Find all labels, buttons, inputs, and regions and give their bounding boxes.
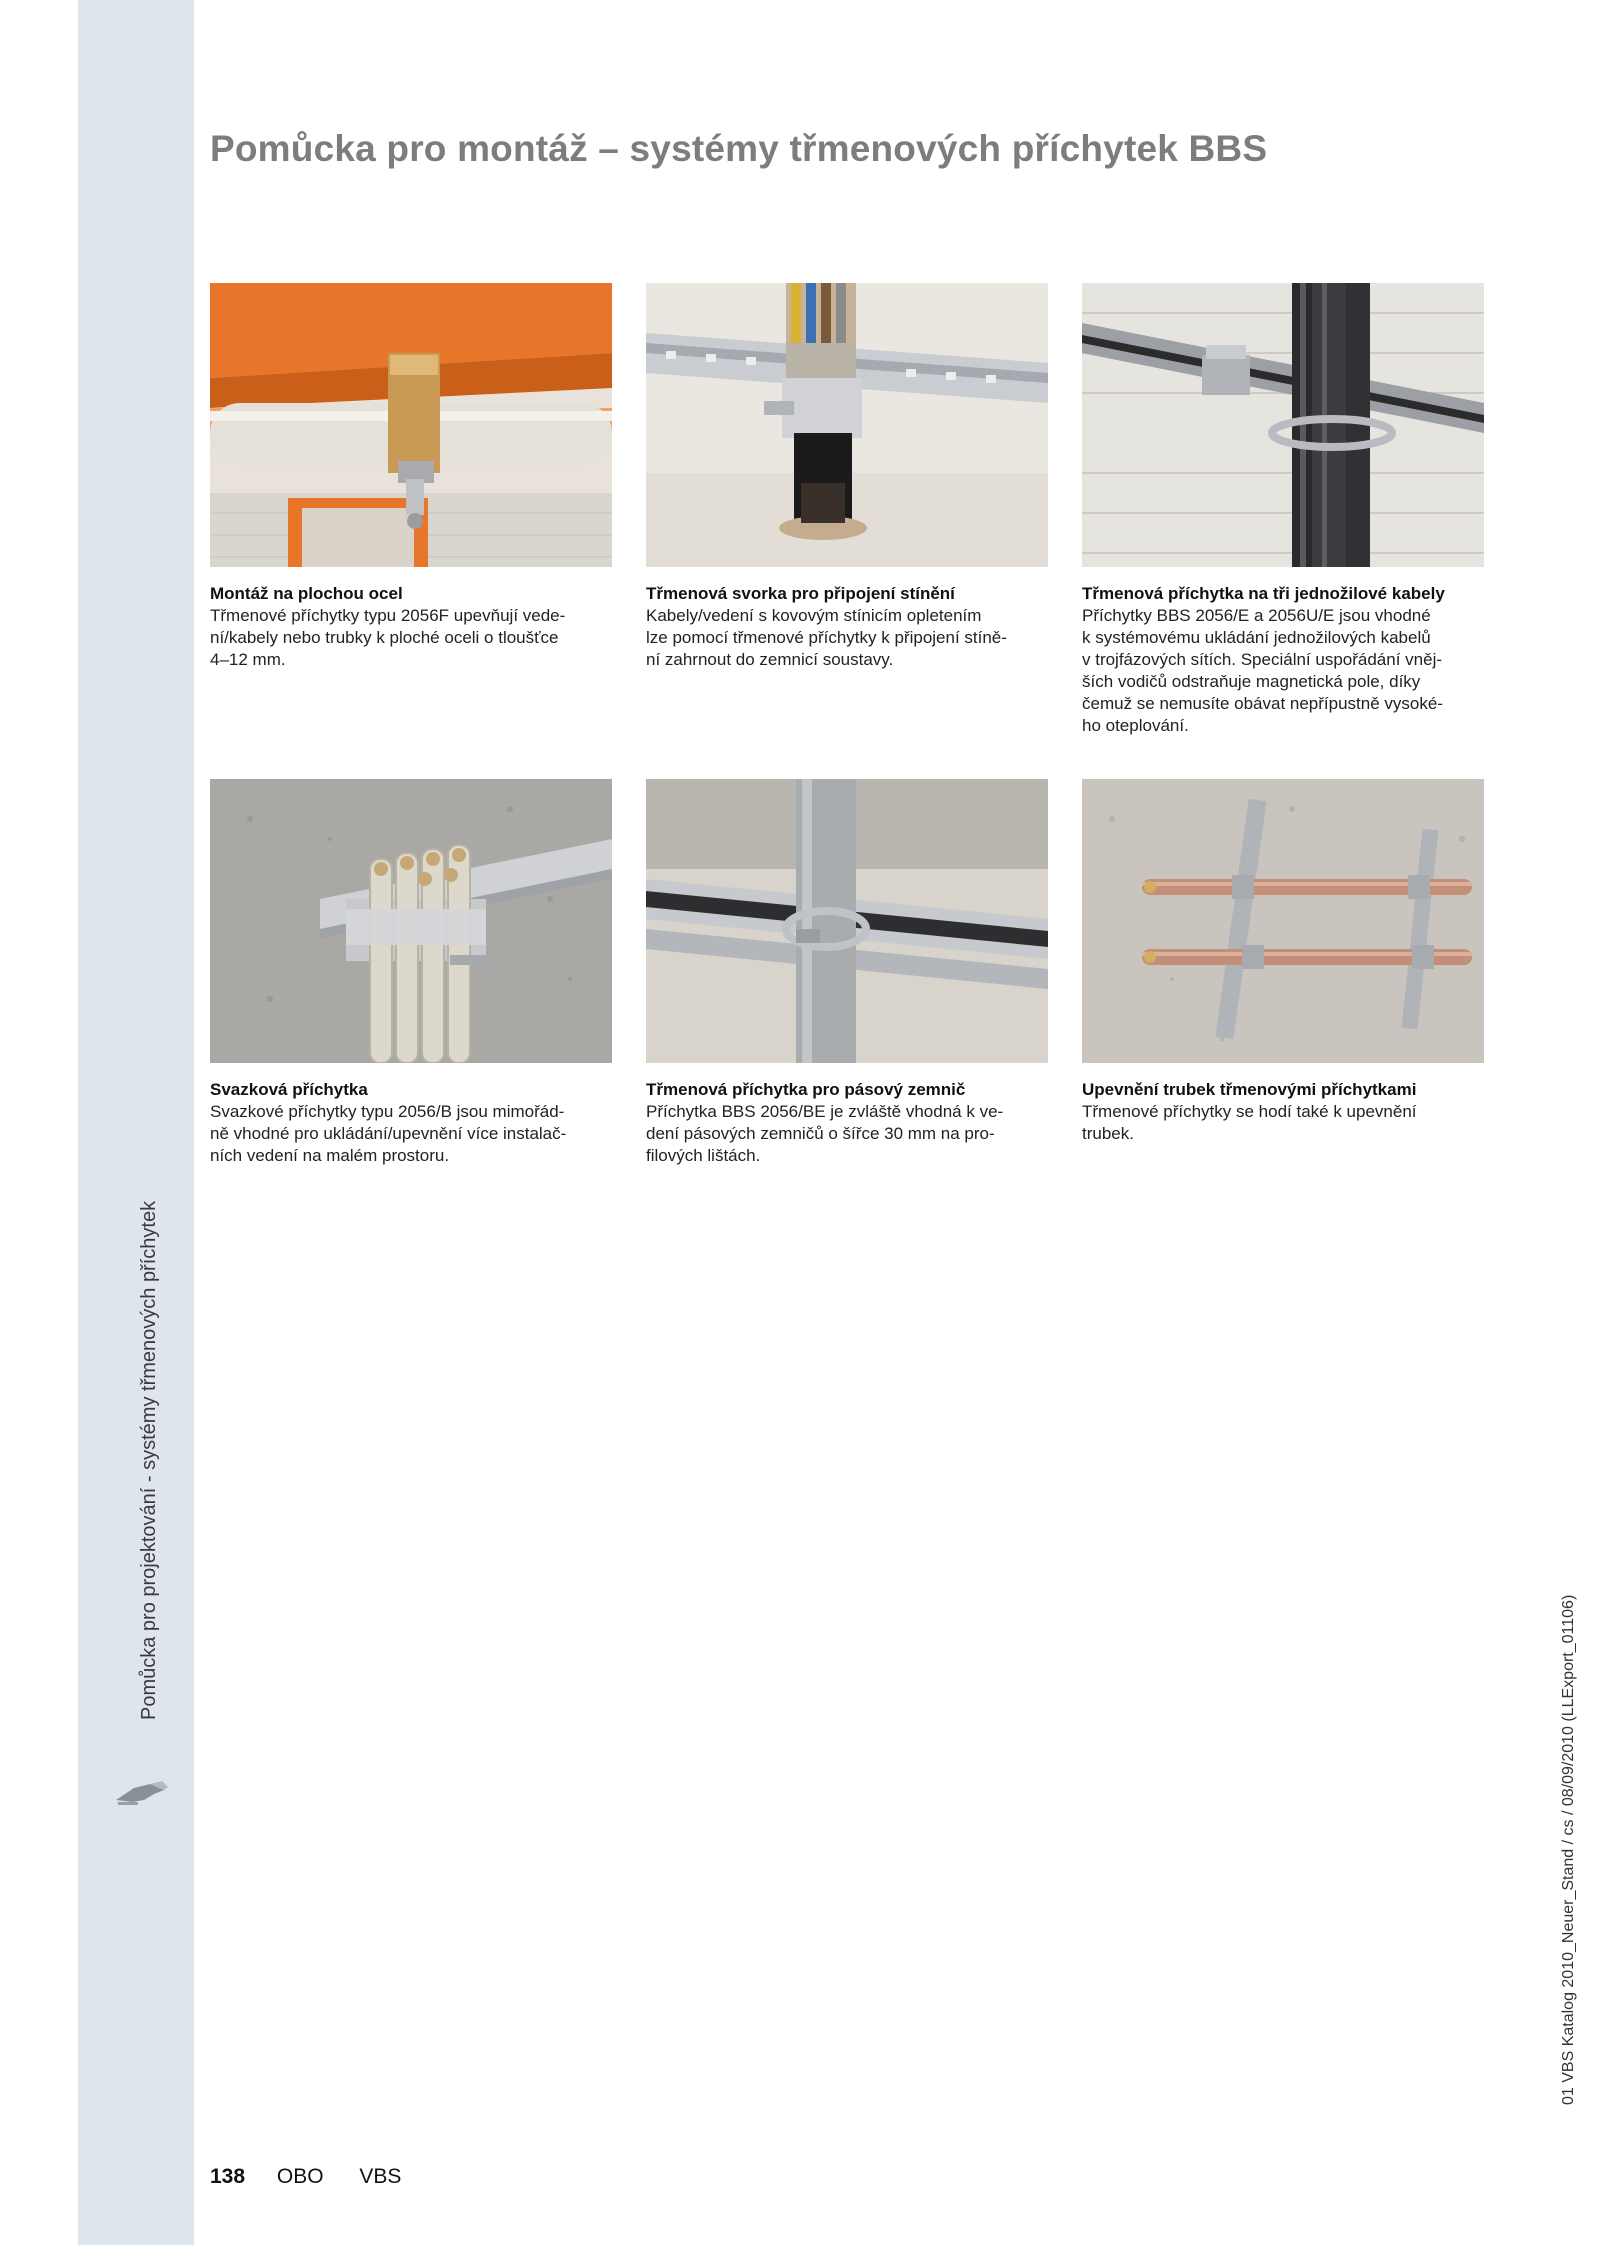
- card-title: Třmenová svorka pro připojení stínění: [646, 584, 955, 603]
- card-description: Příchytky BBS 2056/E a 2056U/E jsou vhodné k systémovému ukládání jednožilových kabelů v trojfázových sítích. Speciální uspořádání vněj- ších vodičů odstraňuje magnetická pole, díky čemuž se nemusíte obávat nepřípustně vysoké- ho oteplování.: [1082, 606, 1443, 735]
- photo-pipe-fastening: [1082, 779, 1484, 1063]
- card-flat-steel: [210, 283, 612, 671]
- page-footer: [210, 2165, 401, 2189]
- side-band: [78, 0, 194, 2245]
- photo-shield-connection: [646, 283, 1048, 567]
- card-description: Příchytka BBS 2056/BE je zvláště vhodná k ve- dení pásových zemničů o šířce 30 mm na pro- filových lištách.: [646, 1102, 1004, 1165]
- card-title: Svazková příchytka: [210, 1080, 368, 1099]
- photo-bundle-clamp: [210, 779, 612, 1063]
- card-description: Třmenové příchytky typu 2056F upevňují vede- ní/kabely nebo trubky k ploché oceli o tloušťce 4–12 mm.: [210, 606, 566, 669]
- card-title: Třmenová příchytka pro pásový zemnič: [646, 1080, 966, 1099]
- card-description: Třmenové příchytky se hodí také k upevnění trubek.: [1082, 1102, 1417, 1143]
- card-title: Třmenová příchytka na tři jednožilové kabely: [1082, 584, 1445, 603]
- footer-brand: OBO: [276, 2165, 324, 2188]
- card-pipe-fastening: [1082, 779, 1484, 1145]
- page-number: 138: [210, 2165, 246, 2188]
- page-title: Pomůcka pro montáž – systémy třmenových příchytek BBS: [210, 128, 1268, 169]
- card-title: Montáž na plochou ocel: [210, 584, 403, 603]
- card-description: Kabely/vedení s kovovým stínicím opletením lze pomocí třmenové příchytky k připojení stíně- ní zahrnout do zemnicí soustavy.: [646, 606, 1007, 669]
- card-shield-clamp: [646, 283, 1048, 671]
- side-section-label: Pomůcka pro projektování - systémy třmenových příchytek: [138, 1200, 160, 1720]
- card-description: Svazkové příchytky typu 2056/B jsou mimořád- ně vhodné pro ukládání/upevnění více instalač- ních vedení na malém prostoru.: [210, 1102, 567, 1165]
- card-bundle-clamp: [210, 779, 612, 1167]
- obo-logo-icon: [114, 1778, 170, 1808]
- photo-flat-steel-mounting: [210, 283, 612, 567]
- card-title: Upevnění trubek třmenovými příchytkami: [1082, 1080, 1417, 1099]
- photo-strip-earth-conductor: [646, 779, 1048, 1063]
- photo-three-single-core-cables: [1082, 283, 1484, 567]
- catalog-export-meta: 01 VBS Katalog 2010_Neuer_Stand / cs / 08/09/2010 (LLExport_01106): [1560, 1594, 1577, 2105]
- card-three-cables: [1082, 283, 1484, 737]
- card-strip-earth-clamp: [646, 779, 1048, 1167]
- footer-catalog: VBS: [359, 2165, 402, 2188]
